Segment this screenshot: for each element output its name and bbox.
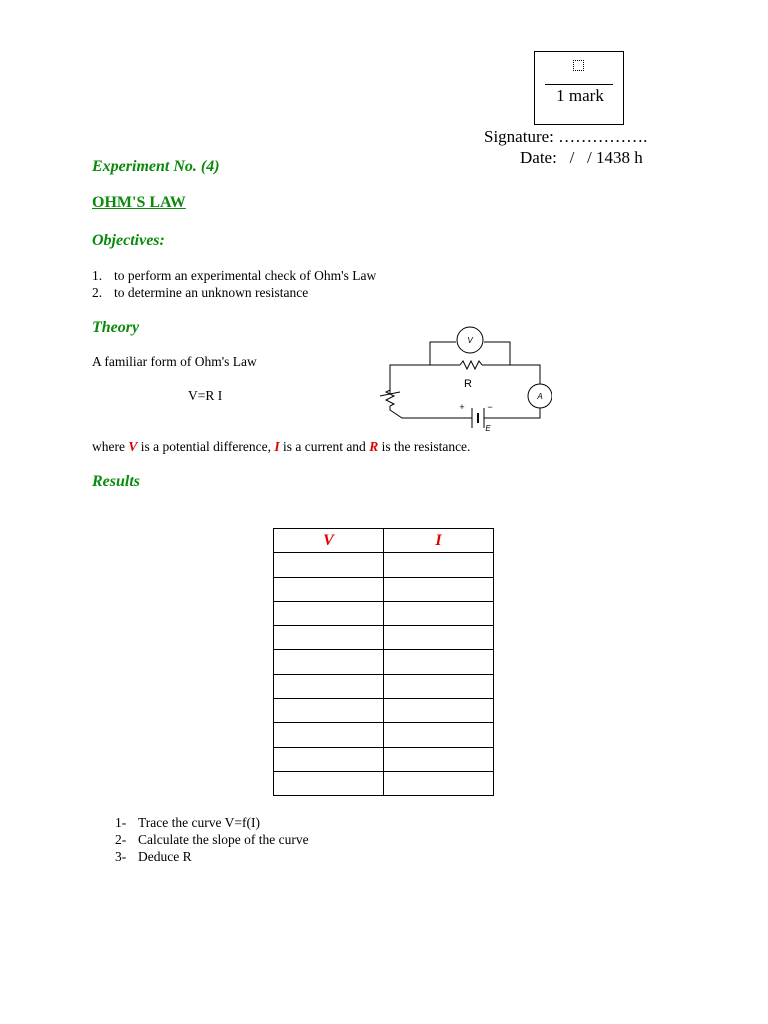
instruction-step bbox=[115, 815, 260, 831]
table-cell[interactable] bbox=[384, 601, 494, 625]
step-number: 2- bbox=[115, 832, 127, 847]
objective-text: to perform an experimental check of Ohm's Law bbox=[114, 268, 377, 283]
table-cell[interactable] bbox=[384, 626, 494, 650]
table-cell[interactable] bbox=[274, 747, 384, 771]
resistor-r-symbol bbox=[460, 361, 482, 369]
table-row bbox=[274, 723, 494, 747]
step-text: Deduce R bbox=[138, 849, 192, 864]
page-title: OHM'S LAW bbox=[92, 194, 186, 211]
instruction-step bbox=[115, 849, 192, 865]
objective-number: 1. bbox=[92, 268, 103, 283]
mark-label: 1 mark bbox=[556, 86, 604, 105]
table-cell[interactable] bbox=[384, 650, 494, 674]
table-cell[interactable] bbox=[274, 626, 384, 650]
table-row bbox=[274, 771, 494, 795]
table-cell[interactable] bbox=[274, 650, 384, 674]
mark-placeholder-box bbox=[573, 60, 584, 71]
table-cell[interactable] bbox=[384, 723, 494, 747]
symbol-i: I bbox=[274, 439, 280, 454]
table-cell[interactable] bbox=[274, 674, 384, 698]
column-header-v: V bbox=[274, 529, 384, 553]
table-cell[interactable] bbox=[384, 747, 494, 771]
symbol-r: R bbox=[369, 439, 379, 454]
signature-line: Signature: ……………. bbox=[484, 127, 648, 146]
source-label: E bbox=[485, 424, 491, 433]
theory-intro: A familiar form of Ohm's Law bbox=[92, 354, 257, 369]
table-row bbox=[274, 699, 494, 723]
table-row bbox=[274, 553, 494, 577]
experiment-number: Experiment No. (4) bbox=[92, 158, 220, 175]
step-number: 1- bbox=[115, 815, 127, 830]
table-cell[interactable] bbox=[384, 577, 494, 601]
table-cell[interactable] bbox=[274, 771, 384, 795]
table-cell[interactable] bbox=[274, 601, 384, 625]
symbol-v: V bbox=[128, 439, 138, 454]
battery-minus-label: − bbox=[487, 402, 493, 412]
table-cell[interactable] bbox=[274, 699, 384, 723]
definition-text: is the resistance. bbox=[378, 439, 471, 454]
table-cell[interactable] bbox=[274, 553, 384, 577]
voltmeter-wire bbox=[430, 342, 456, 365]
objective-item bbox=[92, 268, 376, 284]
voltmeter-wire bbox=[484, 342, 510, 365]
definition-text: is a potential difference, bbox=[137, 439, 275, 454]
date-line: Date: / / 1438 h bbox=[520, 148, 643, 167]
objective-item bbox=[92, 285, 308, 301]
theory-definition bbox=[92, 439, 470, 455]
mark-divider bbox=[545, 84, 613, 85]
table-row bbox=[274, 626, 494, 650]
table-row bbox=[274, 674, 494, 698]
table-row bbox=[274, 747, 494, 771]
instruction-step bbox=[115, 832, 309, 848]
table-row bbox=[274, 577, 494, 601]
top-wire-right bbox=[482, 365, 540, 384]
battery-plus-label: + bbox=[459, 402, 465, 412]
voltmeter-label: V bbox=[467, 336, 473, 345]
column-header-i: I bbox=[384, 529, 494, 553]
mark-box bbox=[534, 51, 624, 125]
definition-text: where bbox=[92, 439, 129, 454]
top-wire-left bbox=[390, 365, 460, 394]
table-cell[interactable] bbox=[274, 577, 384, 601]
results-table bbox=[273, 528, 494, 796]
objective-number: 2. bbox=[92, 285, 103, 300]
theory-heading: Theory bbox=[92, 319, 140, 336]
resistor-label: R bbox=[464, 378, 472, 390]
ohms-law-formula: V=R I bbox=[188, 388, 223, 403]
table-cell[interactable] bbox=[384, 553, 494, 577]
ammeter-label: A bbox=[537, 392, 543, 401]
table-cell[interactable] bbox=[384, 674, 494, 698]
rheostat-symbol bbox=[386, 390, 394, 406]
table-row bbox=[274, 601, 494, 625]
circuit-diagram bbox=[372, 324, 552, 436]
definition-text: is a current and bbox=[279, 439, 370, 454]
step-text: Trace the curve V=f(I) bbox=[138, 815, 260, 830]
step-number: 3- bbox=[115, 849, 127, 864]
table-cell[interactable] bbox=[384, 771, 494, 795]
objective-text: to determine an unknown resistance bbox=[114, 285, 309, 300]
results-heading: Results bbox=[92, 473, 141, 490]
table-cell[interactable] bbox=[274, 723, 384, 747]
table-row bbox=[274, 650, 494, 674]
step-text: Calculate the slope of the curve bbox=[138, 832, 309, 847]
objectives-heading: Objectives: bbox=[92, 232, 165, 249]
table-header-row bbox=[274, 529, 494, 553]
table-cell[interactable] bbox=[384, 699, 494, 723]
